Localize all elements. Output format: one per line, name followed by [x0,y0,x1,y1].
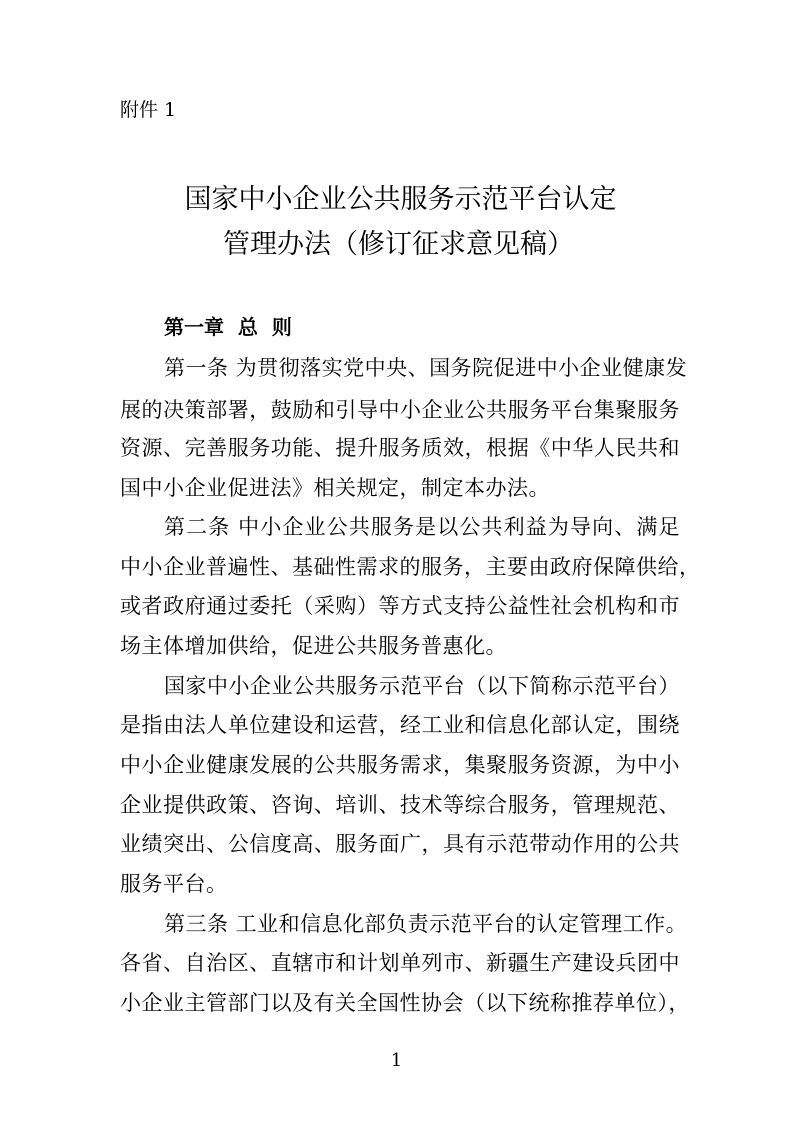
body-line: 是指由法人单位建设和运营，经工业和信息化部认定，围绕 [120,713,680,737]
body-line: 各省、自治区、直辖市和计划单列市、新疆生产建设兵团中 [120,951,680,975]
body-line: 国中小企业促进法》相关规定，制定本办法。 [120,476,550,500]
document-title-line-2: 管理办法（修订征求意见稿） [223,229,574,260]
body-line: 资源、完善服务功能、提升服务质效，根据《中华人民共和 [120,436,680,460]
chapter-heading: 第一章 总 则 [164,315,292,339]
body-line: 场主体增加供给，促进公共服务普惠化。 [120,634,507,658]
attachment-label: 附件 1 [120,99,177,121]
body-line: 第三条 工业和信息化部负责示范平台的认定管理工作。 [164,912,688,936]
page-number: 1 [390,1050,403,1071]
body-line: 企业提供政策、咨询、培训、技术等综合服务，管理规范、 [120,793,680,817]
body-line: 国家中小企业公共服务示范平台（以下简称示范平台） [164,674,680,698]
body-line: 中小企业普遍性、基础性需求的服务，主要由政府保障供给， [120,555,701,579]
body-line: 服务平台。 [120,872,228,896]
body-line: 业绩突出、公信度高、服务面广，具有示范带动作用的公共 [120,832,680,856]
document-title-line-1: 国家中小企业公共服务示范平台认定 [184,184,617,215]
body-line: 第一条 为贯彻落实党中央、国务院促进中小企业健康发 [164,356,688,380]
body-line: 或者政府通过委托（采购）等方式支持公益性社会机构和市 [120,594,680,618]
body-line: 小企业主管部门以及有关全国性协会（以下统称推荐单位）， [120,991,690,1015]
body-line: 展的决策部署，鼓励和引导中小企业公共服务平台集聚服务 [120,398,680,422]
body-line: 中小企业健康发展的公共服务需求，集聚服务资源，为中小 [120,753,680,777]
body-line: 第二条 中小企业公共服务是以公共利益为导向、满足 [164,515,680,539]
